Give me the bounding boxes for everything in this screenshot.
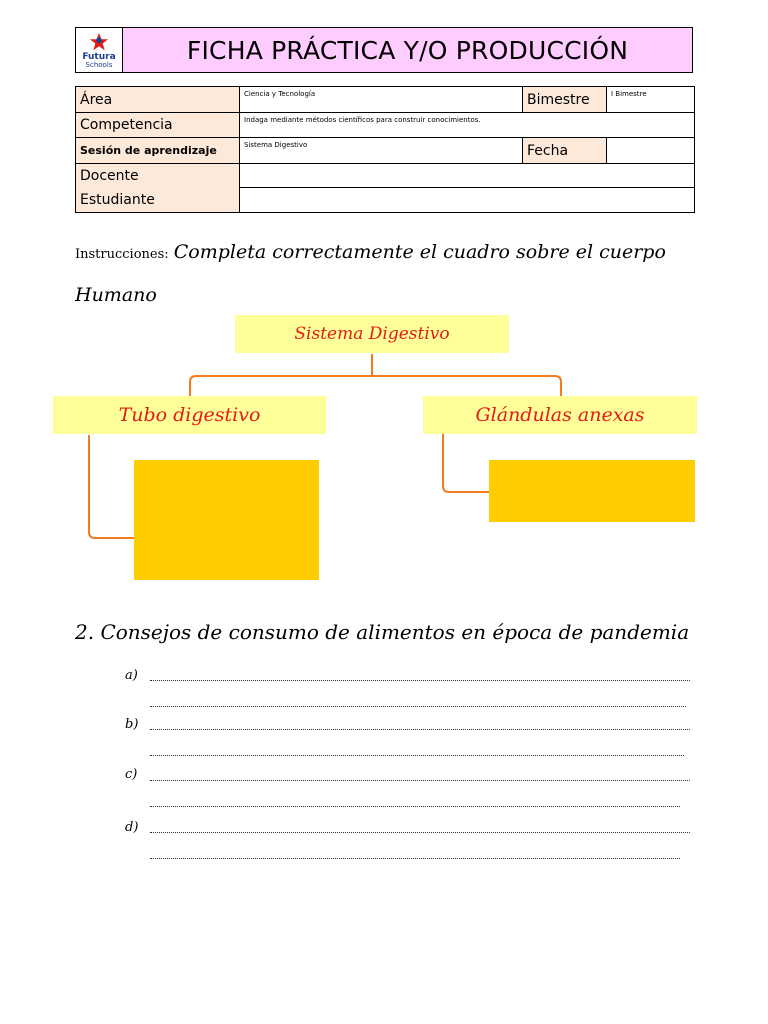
answer-line-a2[interactable]: [150, 706, 686, 707]
answer-line-d1[interactable]: [150, 832, 690, 833]
answer-line-c2[interactable]: [150, 806, 680, 807]
diagram-left: Tubo digestivo: [53, 396, 326, 434]
logo-name: Futura: [82, 52, 116, 62]
answer-line-b1[interactable]: [150, 729, 690, 730]
answer-line-d2[interactable]: [150, 858, 680, 859]
answer-line-a1[interactable]: [150, 680, 690, 681]
competencia-label: Competencia: [76, 113, 240, 138]
instructions-text: Completa correctamente el cuadro sobre el cuerpo Humano: [75, 241, 666, 306]
connector-root: [190, 354, 561, 396]
estudiante-label: Estudiante: [76, 188, 240, 213]
sesion-label: Sesión de aprendizaje: [76, 138, 240, 164]
area-value: Ciencia y Tecnología: [240, 87, 523, 113]
page-title: FICHA PRÁCTICA Y/O PRODUCCIÓN: [123, 28, 692, 72]
item-label-d: d): [125, 820, 139, 835]
diagram-right: Glándulas anexas: [423, 396, 697, 434]
item-label-a: a): [125, 668, 138, 683]
area-label: Área: [76, 87, 240, 113]
sesion-value: Sistema Digestivo: [240, 138, 523, 164]
connector-left: [89, 435, 134, 538]
connector-right: [443, 434, 489, 492]
section2-title: 2. Consejos de consumo de alimentos en época de pandemia: [75, 620, 690, 644]
item-label-b: b): [125, 717, 139, 732]
fecha-label: Fecha: [523, 138, 607, 164]
docente-label: Docente: [76, 164, 240, 188]
answer-line-b2[interactable]: [150, 755, 684, 756]
answer-line-c1[interactable]: [150, 780, 690, 781]
answer-box-right[interactable]: [489, 460, 695, 522]
diagram-root: Sistema Digestivo: [235, 315, 509, 353]
instructions-lead: Instrucciones:: [75, 247, 169, 262]
answer-box-left[interactable]: [134, 460, 319, 580]
item-label-c: c): [125, 767, 138, 782]
bimestre-label: Bimestre: [523, 87, 607, 113]
bimestre-value: I Bimestre: [607, 87, 695, 113]
competencia-value: Indaga mediante métodos científicos para construir conocimientos.: [240, 113, 695, 138]
logo-subtitle: Schools: [85, 61, 113, 69]
